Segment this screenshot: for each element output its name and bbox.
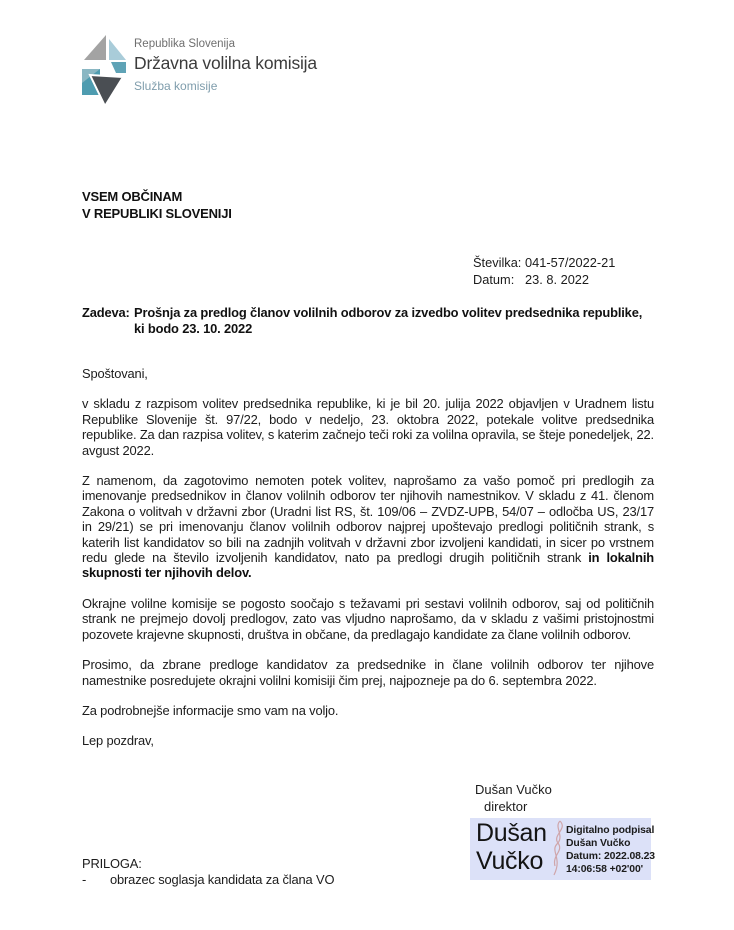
- reference-number-value: 041-57/2022-21: [525, 255, 616, 270]
- paragraph-5: Za podrobnejše informacije smo vam na voljo.: [82, 702, 339, 718]
- org-unit: Služba komisije: [134, 79, 218, 93]
- stamp-name-line-2: Vučko: [476, 847, 544, 875]
- stamp-detail-line-2: Dušan Vučko: [566, 838, 631, 849]
- reference-number-label: Številka:: [473, 255, 522, 270]
- subject-row: [82, 305, 654, 337]
- letter-body: [82, 366, 654, 764]
- digital-signature-stamp: [470, 818, 655, 880]
- stamp-detail-line-4: 14:06:58 +02'00': [566, 864, 644, 875]
- paragraph-1: v skladu z razpisom volitev predsednika republike, ki je bil 20. julija 2022 objavljen v Uradnem listu Republike Slovenije št. 97/22, bodo v nedeljo, 23. oktobra 2022, potekale volitve predsednika republike. Za dan razpisa volitev, s katerim začnejo teči roki za volilna opravila, se šteje ponedeljek, 22. avgust 2022.: [82, 396, 654, 458]
- stamp-detail-line-1: Digitalno podpisal: [566, 825, 655, 836]
- stamp-name-line-1: Dušan: [476, 819, 547, 847]
- subject-text: Prošnja za predlog članov volilnih odborov za izvedbo volitev predsednika republike, ki bodo 23. 10. 2022: [134, 305, 643, 336]
- stamp-detail-line-3: Datum: 2022.08.23: [566, 851, 655, 862]
- reference-date-value: 23. 8. 2022: [525, 272, 590, 287]
- paragraph-2: [82, 473, 654, 581]
- subject-label: Zadeva:: [82, 305, 130, 320]
- salutation: Spoštovani,: [82, 366, 148, 381]
- recipient-line-1: VSEM OBČINAM: [82, 189, 183, 204]
- attachment-block: [82, 856, 334, 888]
- letterhead-text: [134, 38, 317, 93]
- paragraph-2-regular: Z namenom, da zagotovimo nemoten potek volitev, naprošamo za vašo pomoč pri predlogih za imenovanje predsednikov in članov volilnih odborov ter njihovih namestnikov. V skladu z 41. členom Zakona o volitvah v državni zbor (Uradni list RS, št. 109/06 – ZVDZ-UPB, 54/07 – odločba US, 23/17 in 29/21) se pri imenovanju članov volilnih odborov najprej upoštevajo predlogi političnih strank, s katerih list kandidatov so bili na zadnjih volitvah v državni zbor izvoljeni kandidati, in sicer po vrstnem redu glede na število izvoljenih kandidatov, nato pa predlogi drugih političnih strank: [82, 473, 654, 566]
- reference-date-label: Datum:: [473, 272, 515, 287]
- closing: Lep pozdrav,: [82, 733, 154, 749]
- paragraph-4: Prosimo, da zbrane predloge kandidatov za predsednike in člane volilnih odborov ter njihove namestnike posredujete okrajni volilni komisiji čim prej, najpozneje pa do 6. septembra 2022.: [82, 657, 654, 688]
- paragraph-2-bold: in lokalnih skupnosti ter njihovih delov.: [82, 550, 654, 581]
- recipient-block: [82, 189, 232, 222]
- attachment-item-text: obrazec soglasja kandidata za člana VO: [110, 872, 335, 887]
- reference-date-row: [473, 271, 615, 288]
- reference-block: [473, 254, 615, 288]
- reference-number-row: [473, 254, 615, 271]
- attachment-item-marker: -: [82, 872, 87, 887]
- signatory-title: direktor: [484, 798, 528, 814]
- signatory-name: Dušan Vučko: [475, 782, 552, 797]
- recipient-line-2: V REPUBLIKI SLOVENIJI: [82, 205, 232, 221]
- org-country: Republika Slovenija: [134, 38, 236, 50]
- stamp-details: [566, 824, 655, 876]
- signatory-block: [475, 782, 552, 815]
- dvk-logo: [80, 33, 126, 108]
- org-name: Državna volilna komisija: [134, 53, 317, 73]
- attachment-item-row: [82, 872, 334, 888]
- stamp-name: [476, 819, 547, 875]
- paragraph-3: Okrajne volilne komisije se pogosto soočajo s težavami pri sestavi volilnih odborov, saj od političnih strank ne prejmejo dovolj predlogov, zato vas vljudno naprošamo, da v skladu z vašimi pristojnostmi pozovete krajevne skupnosti, društva in občane, da predlagajo kandidate za člane volilnih odborov.: [82, 595, 654, 642]
- attachment-label: PRILOGA:: [82, 856, 142, 871]
